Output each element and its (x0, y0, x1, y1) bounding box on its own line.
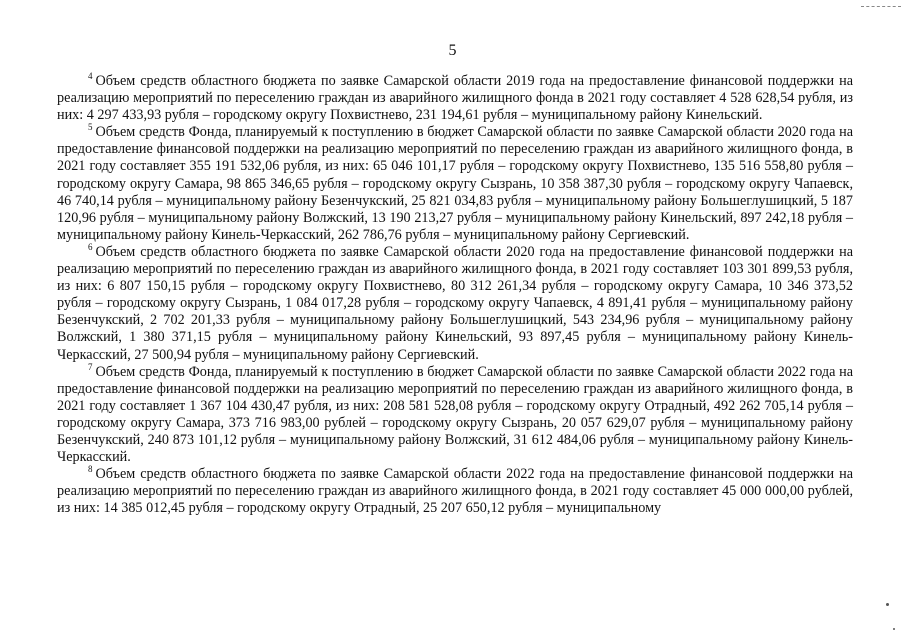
footnote-text: Объем средств Фонда, планируемый к поступлению в бюджет Самарской области по заявке Самарской области 2020 года на предоставление финансовой поддержки на реализацию мероприятий по переселению граждан из аварийного жилищного фонда, в 2021 году составляет 355 191 532,06 рубля, из них: 65 046 101,17 рубля – городскому округу Похвистнево, 135 516 558,80 рубля – городскому округу Самара, 98 865 346,65 рубля – городскому округу Сызрань, 10 358 387,30 рубля – городскому округу Чапаевск, 46 740,14 рубля – муниципальному району Безенчукский, 25 821 034,83 рубля – муниципальному району Большеглушицкий, 5 187 120,96 рубля – муниципальному району Волжский, 13 190 213,27 рубля – муниципальному району Кинельский, 897 242,18 рубля – муниципальному району Кинель-Черкасский, 262 786,76 рубля – муниципальному району Сергиевский. (57, 124, 853, 243)
footnote-mark: 8 (88, 464, 93, 475)
footnote-text: Объем средств областного бюджета по заявке Самарской области 2019 года на предоставление финансовой поддержки на реализацию мероприятий по переселению граждан из аварийного жилищного фонда в 2021 году составляет 4 528 628,54 рубля, из них: 4 297 433,93 рубля – городскому округу Похвистнево, 231 194,61 рубля – муниципальному району Кинельский. (57, 73, 853, 124)
scan-edge-mark (861, 6, 901, 7)
footnote-5 (57, 124, 853, 244)
footnote-8 (57, 466, 853, 517)
footnote-7 (57, 361, 853, 467)
footnote-text: Объем средств областного бюджета по заявке Самарской области 2020 года на предоставление финансовой поддержки на реализацию мероприятий по переселению граждан из аварийного жилищного фонда, в 2021 году составляет 103 301 899,53 рубля, из них: 6 807 150,15 рубля – городскому округу Похвистнево, 80 312 261,34 рубля – городскому округу Самара, 10 346 373,52 рубля – городскому округу Сызрань, 1 084 017,28 рубля – городскому округу Чапаевск, 4 891,41 рубля – муниципальному району Безенчукский, 2 702 201,33 рубля – муниципальному району Большеглушицкий, 543 234,96 рубля – муниципальному району Волжский, 1 380 371,15 рубля – муниципальному району Кинельский, 93 897,45 рубля – муниципальному району Кинель-Черкасский, 27 500,94 рубля – муниципальному району Сергиевский. (57, 243, 853, 363)
footnote-mark: 7 (88, 361, 93, 372)
footnote-mark: 4 (88, 71, 93, 81)
footnotes-block (57, 73, 853, 517)
scan-speck (893, 628, 895, 630)
footnote-text: Объем средств областного бюджета по заявке Самарской области 2022 года на предоставление финансовой поддержки на реализацию мероприятий по переселению граждан из аварийного жилищного фонда, в 2021 году составляет 45 000 000,00 рублей, из них: 14 385 012,45 рубля – городскому округу Отрадный, 25 207 650,12 рубля – муниципальному (57, 466, 853, 517)
scan-speck (886, 603, 889, 606)
footnote-text: Объем средств Фонда, планируемый к поступлению в бюджет Самарской области по заявке Самарской области 2022 года на предоставление финансовой поддержки на реализацию мероприятий по переселению граждан из аварийного жилищного фонда, в 2021 году составляет 1 367 104 430,47 рубля, из них: 208 581 528,08 рубля – городскому округу Отрадный, 492 262 705,14 рубля – городскому округу Самара, 373 716 983,00 рублей – городскому округу Сызрань, 20 057 629,07 рубля – муниципальному району Безенчукский, 240 873 101,12 рубля – муниципальному району Волжский, 31 612 484,06 рубля – муниципальному району Кинель-Черкасский. (57, 363, 853, 466)
page-number: 5 (448, 42, 457, 59)
footnote-4 (57, 73, 853, 124)
footnote-mark: 5 (88, 122, 93, 133)
footnote-6 (57, 241, 853, 364)
footnote-mark: 6 (88, 241, 93, 252)
